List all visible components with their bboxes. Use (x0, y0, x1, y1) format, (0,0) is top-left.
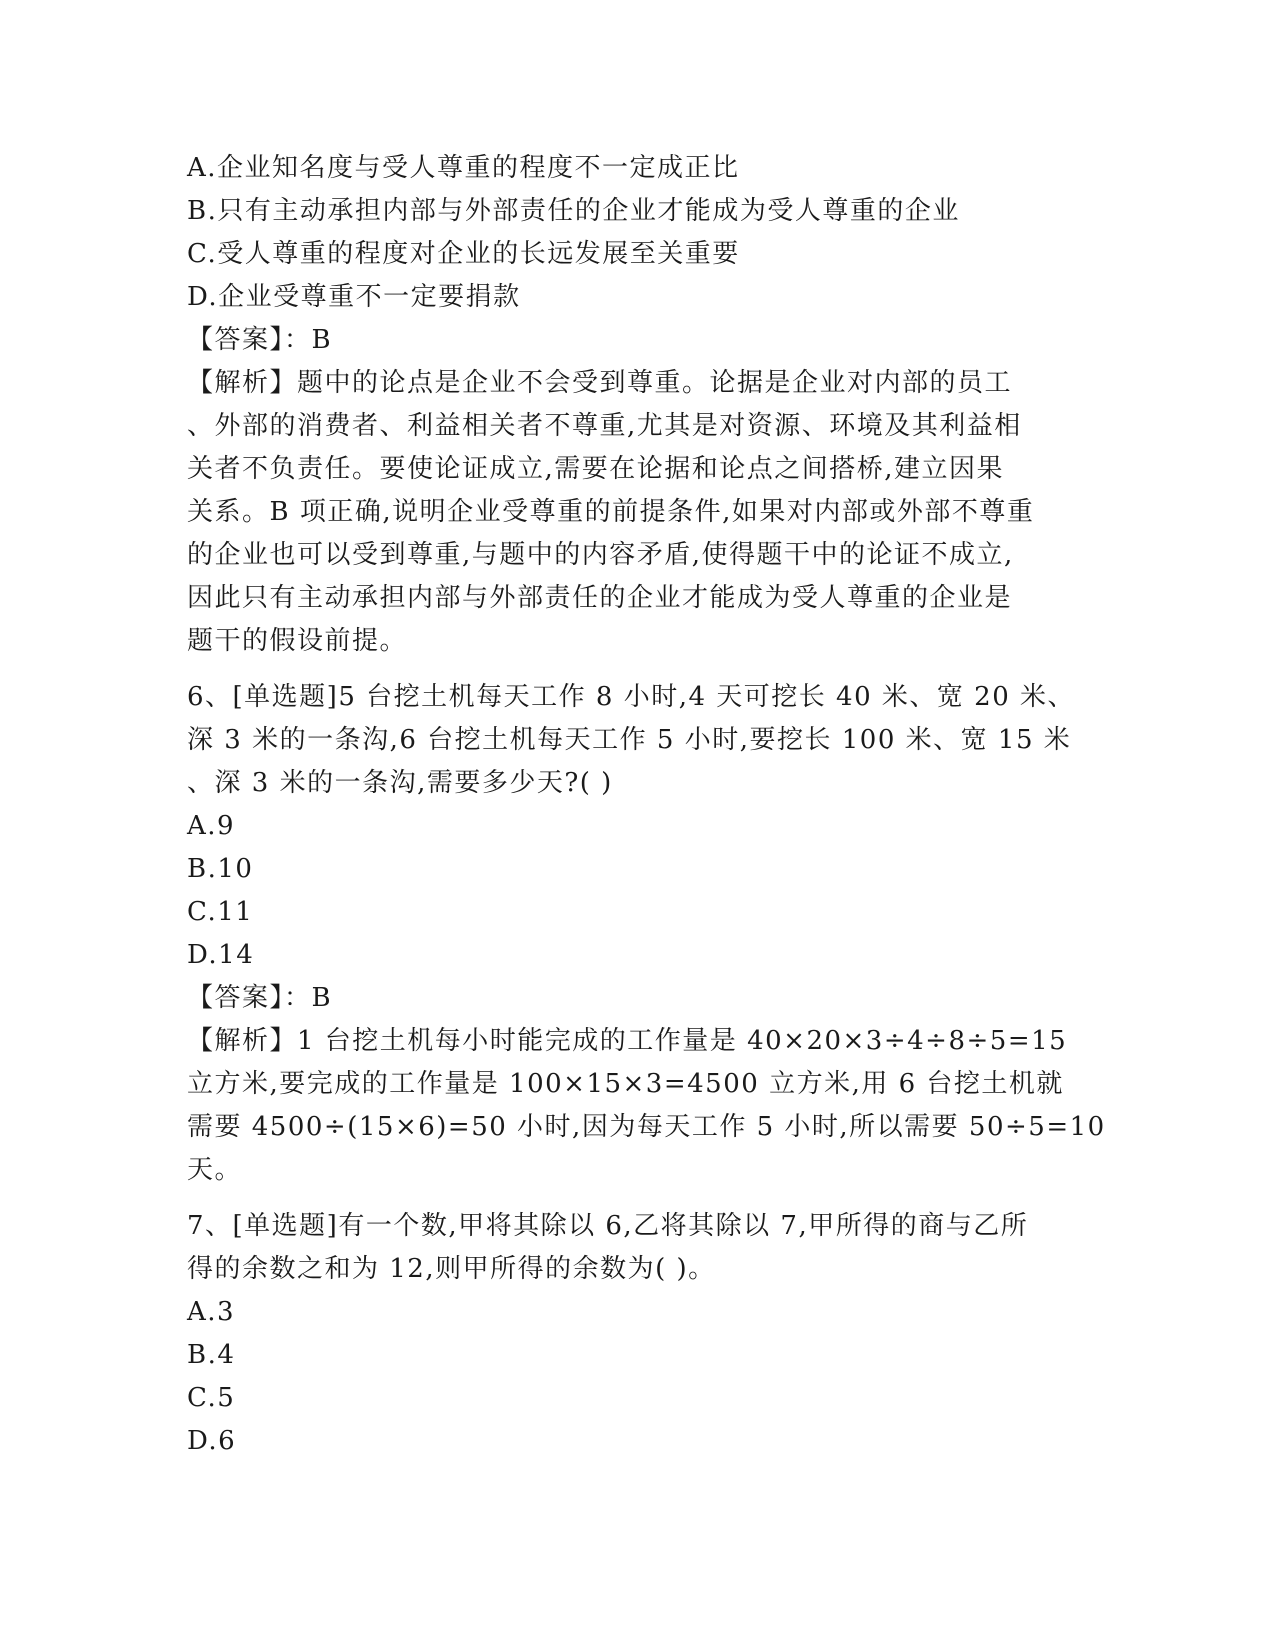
analysis-line: 题干的假设前提。 (187, 626, 408, 656)
analysis-line: 【解析】题中的论点是企业不会受到尊重。论据是企业对内部的员工 (187, 368, 1013, 398)
document-page (187, 147, 1106, 1463)
option-a: A.3 (187, 1297, 236, 1327)
analysis-line: 因此只有主动承担内部与外部责任的企业才能成为受人尊重的企业是 (187, 583, 1013, 613)
option-b: B.10 (187, 854, 254, 884)
question-5-options (187, 147, 1087, 319)
question-6-options (187, 805, 1087, 977)
question-line: 、深 3 米的一条沟,需要多少天?( ) (187, 768, 613, 798)
question-5-answer: 【答案】：B (187, 325, 333, 355)
analysis-line: 关者不负责任。要使论证成立,需要在论据和论点之间搭桥,建立因果 (187, 454, 1005, 484)
question-line: 得的余数之和为 12,则甲所得的余数为( )。 (187, 1254, 716, 1284)
analysis-line: 的企业也可以受到尊重,与题中的内容矛盾,使得题干中的论证不成立, (187, 540, 1014, 570)
option-d: D.6 (187, 1426, 237, 1456)
question-7-options (187, 1291, 1087, 1463)
option-b: B.4 (187, 1340, 236, 1370)
option-a: A.企业知名度与受人尊重的程度不一定成正比 (187, 153, 740, 183)
question-line: 6、[单选题]5 台挖土机每天工作 8 小时,4 天可挖长 40 米、宽 20 米、 (187, 682, 1076, 712)
question-5-analysis (187, 362, 1087, 663)
question-line: 7、[单选题]有一个数,甲将其除以 6,乙将其除以 7,甲所得的商与乙所 (187, 1211, 1029, 1241)
question-6-stem (187, 676, 1087, 805)
option-c: C.受人尊重的程度对企业的长远发展至关重要 (187, 239, 740, 269)
analysis-line: 关系。B 项正确,说明企业受尊重的前提条件,如果对内部或外部不尊重 (187, 497, 1035, 527)
question-6-analysis (187, 1020, 1106, 1192)
question-6-answer: 【答案】：B (187, 983, 333, 1013)
analysis-line: 天。 (187, 1155, 243, 1185)
question-line: 深 3 米的一条沟,6 台挖土机每天工作 5 小时,要挖长 100 米、宽 15 米 (187, 725, 1072, 755)
option-c: C.5 (187, 1383, 236, 1413)
option-d: D.14 (187, 940, 255, 970)
question-7-stem (187, 1205, 1087, 1291)
option-b: B.只有主动承担内部与外部责任的企业才能成为受人尊重的企业 (187, 196, 960, 226)
option-c: C.11 (187, 897, 254, 927)
analysis-line: 需要 4500÷(15×6)=50 小时,因为每天工作 5 小时,所以需要 50÷5=10 (187, 1112, 1106, 1142)
option-d: D.企业受尊重不一定要捐款 (187, 282, 521, 312)
analysis-line: 立方米,要完成的工作量是 100×15×3=4500 立方米,用 6 台挖土机就 (187, 1069, 1064, 1099)
analysis-line: 【解析】1 台挖土机每小时能完成的工作量是 40×20×3÷4÷8÷5=15 (187, 1026, 1068, 1056)
analysis-line: 、外部的消费者、利益相关者不尊重,尤其是对资源、环境及其利益相 (187, 411, 1022, 441)
option-a: A.9 (187, 811, 236, 841)
